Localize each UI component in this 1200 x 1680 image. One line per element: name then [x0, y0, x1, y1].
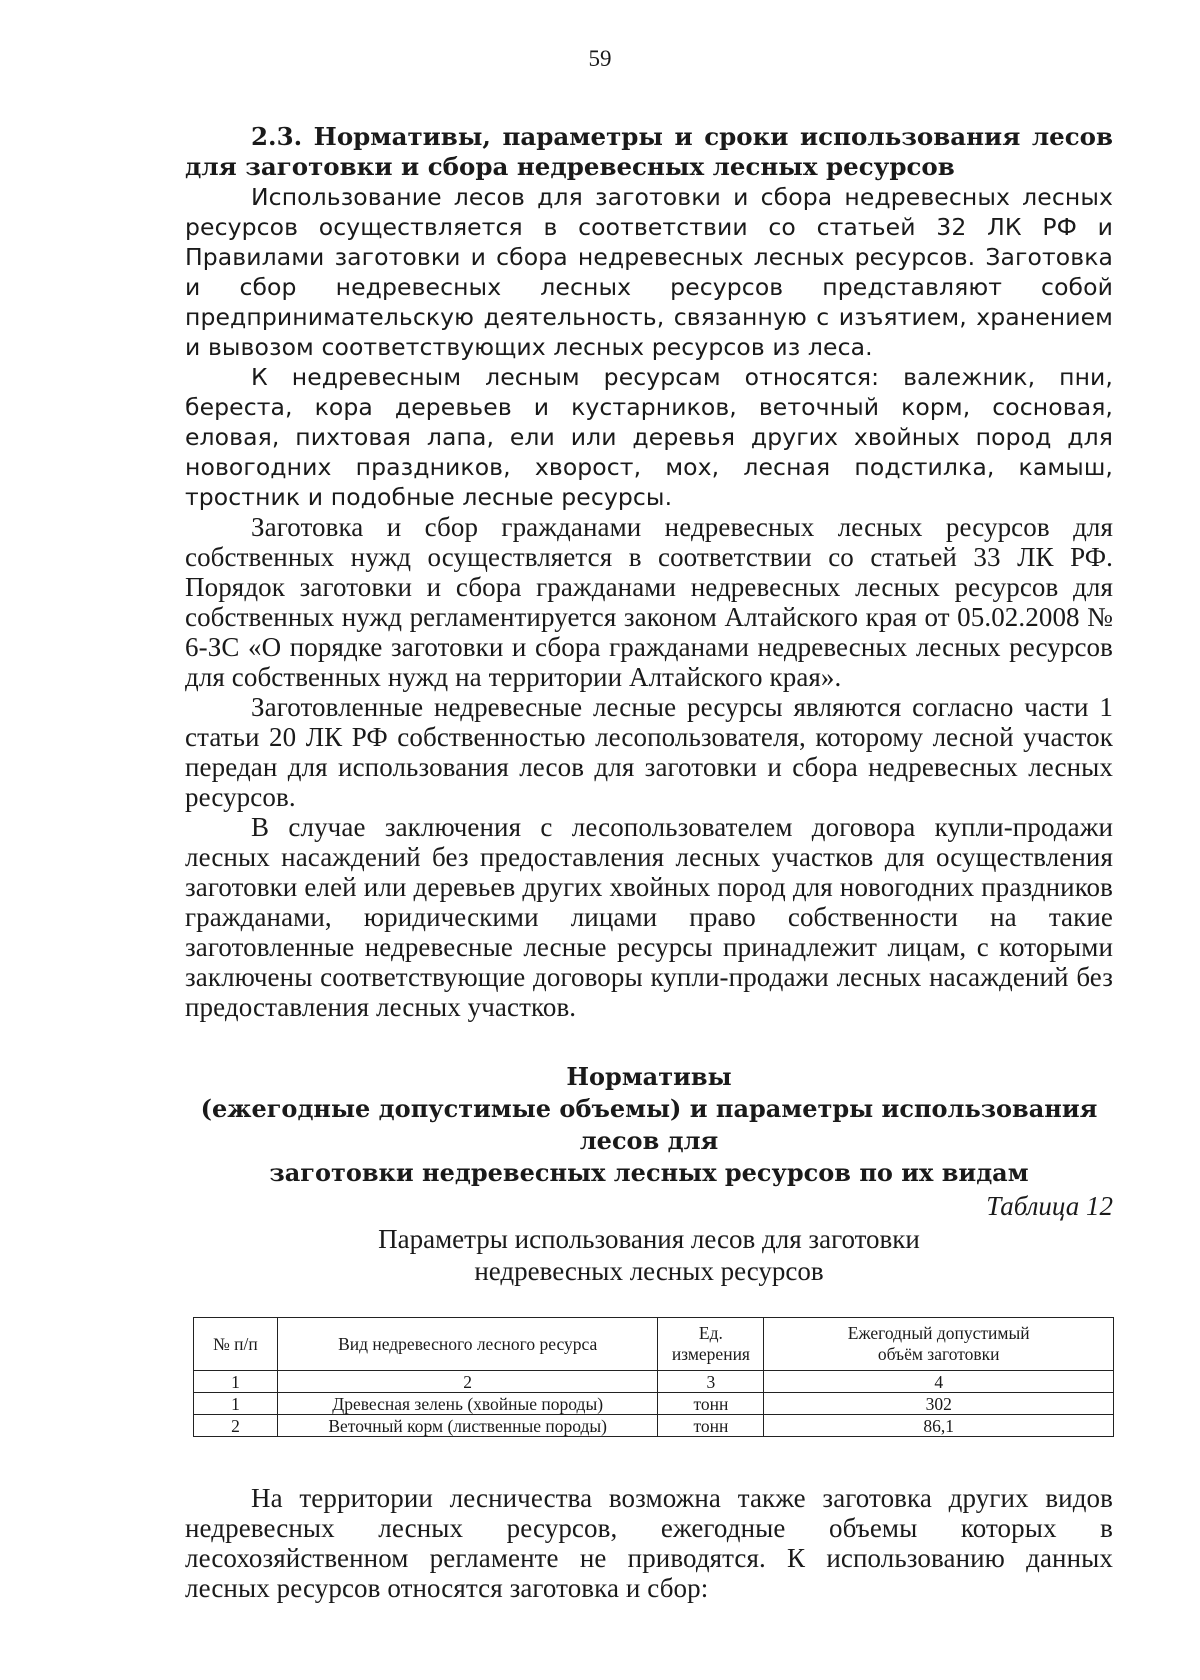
- header-volume: [764, 1318, 1114, 1371]
- resources-table: [193, 1317, 1114, 1437]
- header-volume-line-2: объём заготовки: [877, 1344, 1000, 1364]
- header-unit-line-1: Ед.: [698, 1323, 723, 1343]
- column-number-cell: 1: [194, 1371, 278, 1393]
- table-caption-line-1: Параметры использования лесов для заготовки: [378, 1224, 920, 1254]
- paragraph-other-resources: На территории лесничества возможна также заготовка других видов недревесных лесных ресурсов, ежегодные объемы которых в лесохозяйственном регламенте не приводятся. К использованию данных лесных ресурсов относятся заготовка и сбор:: [185, 1483, 1113, 1603]
- paragraph-ownership: Заготовленные недревесные лесные ресурсы являются согласно части 1 статьи 20 ЛК РФ собственностью лесопользователя, которому лесной участок передан для использования лесов для заготовки и сбора недревесных лесных ресурсов.: [185, 692, 1113, 812]
- header-unit-line-2: измерения: [671, 1344, 750, 1364]
- column-number-cell: 4: [764, 1371, 1114, 1393]
- table-heading-line-3: заготовки недревесных лесных ресурсов по их видам: [269, 1158, 1029, 1187]
- row-kind-cell: Веточный корм (лиственные породы): [277, 1415, 658, 1437]
- header-volume-line-1: Ежегодный допустимый: [847, 1323, 1030, 1343]
- section-title: 2.3. Нормативы, параметры и сроки использования лесов для заготовки и сбора недревесных лесных ресурсов: [185, 122, 1113, 181]
- table-number: Таблица 12: [986, 1191, 1113, 1221]
- table-row: [194, 1393, 1114, 1415]
- row-num-cell: 1: [194, 1393, 278, 1415]
- row-unit-cell: тонн: [658, 1393, 764, 1415]
- table-row: [194, 1415, 1114, 1437]
- header-num: № п/п: [194, 1318, 278, 1371]
- row-unit-cell: тонн: [658, 1415, 764, 1437]
- paragraph-contract: В случае заключения с лесопользователем договора купли-продажи лесных насаждений без предоставления лесных участков для осуществления заготовки елей или деревьев других хвойных пород для новогодних праздников гражданами, юридическими лицами право собственности на такие заготовленные недревесные лесные ресурсы принадлежит лицам, с которыми заключены соответствующие договоры купли-продажи лесных насаждений без предоставления лесных участков.: [185, 812, 1113, 1022]
- page-number: 59: [588, 46, 612, 71]
- row-kind-cell: Древесная зелень (хвойные породы): [277, 1393, 658, 1415]
- row-volume-cell: 302: [764, 1393, 1114, 1415]
- table-caption: [185, 1223, 1113, 1287]
- row-volume-cell: 86,1: [764, 1415, 1114, 1437]
- table-heading: [185, 1061, 1113, 1189]
- table-caption-line-2: недревесных лесных ресурсов: [474, 1256, 824, 1286]
- header-unit: [658, 1318, 764, 1371]
- table-heading-line-2: (ежегодные допустимые объемы) и параметры использования лесов для: [200, 1094, 1098, 1155]
- page-content: [185, 122, 1113, 1603]
- header-kind: Вид недревесного лесного ресурса: [277, 1318, 658, 1371]
- paragraph-usage: Использование лесов для заготовки и сбора недревесных лесных ресурсов осуществляется в соответствии со статьей 32 ЛК РФ и Правилами заготовки и сбора недревесных лесных ресурсов. Заготовка и сбор недревесных лесных ресурсов представляют собой предпринимательскую деятельность, связанную с изъятием, хранением и вывозом соответствующих лесных ресурсов из леса.: [185, 183, 1113, 361]
- table-heading-line-1: Нормативы: [566, 1062, 732, 1091]
- paragraph-resource-list: К недревесным лесным ресурсам относятся: валежник, пни, береста, кора деревьев и кустарников, веточный корм, сосновая, еловая, пихтовая лапа, ели или деревья других хвойных пород для новогодних праздников, хворост, мох, лесная подстилка, камыш, тростник и подобные лесные ресурсы.: [185, 363, 1113, 511]
- column-number-row: [194, 1371, 1114, 1393]
- paragraph-citizens: Заготовка и сбор гражданами недревесных лесных ресурсов для собственных нужд осуществляется в соответствии со статьей 33 ЛК РФ. Порядок заготовки и сбора гражданами недревесных лесных ресурсов для собственных нужд регламентируется законом Алтайского края от 05.02.2008 № 6-ЗС «О порядке заготовки и сбора гражданами недревесных лесных ресурсов для собственных нужд на территории Алтайского края».: [185, 512, 1113, 692]
- row-num-cell: 2: [194, 1415, 278, 1437]
- column-number-cell: 2: [277, 1371, 658, 1393]
- table-header-row: [194, 1318, 1114, 1371]
- column-number-cell: 3: [658, 1371, 764, 1393]
